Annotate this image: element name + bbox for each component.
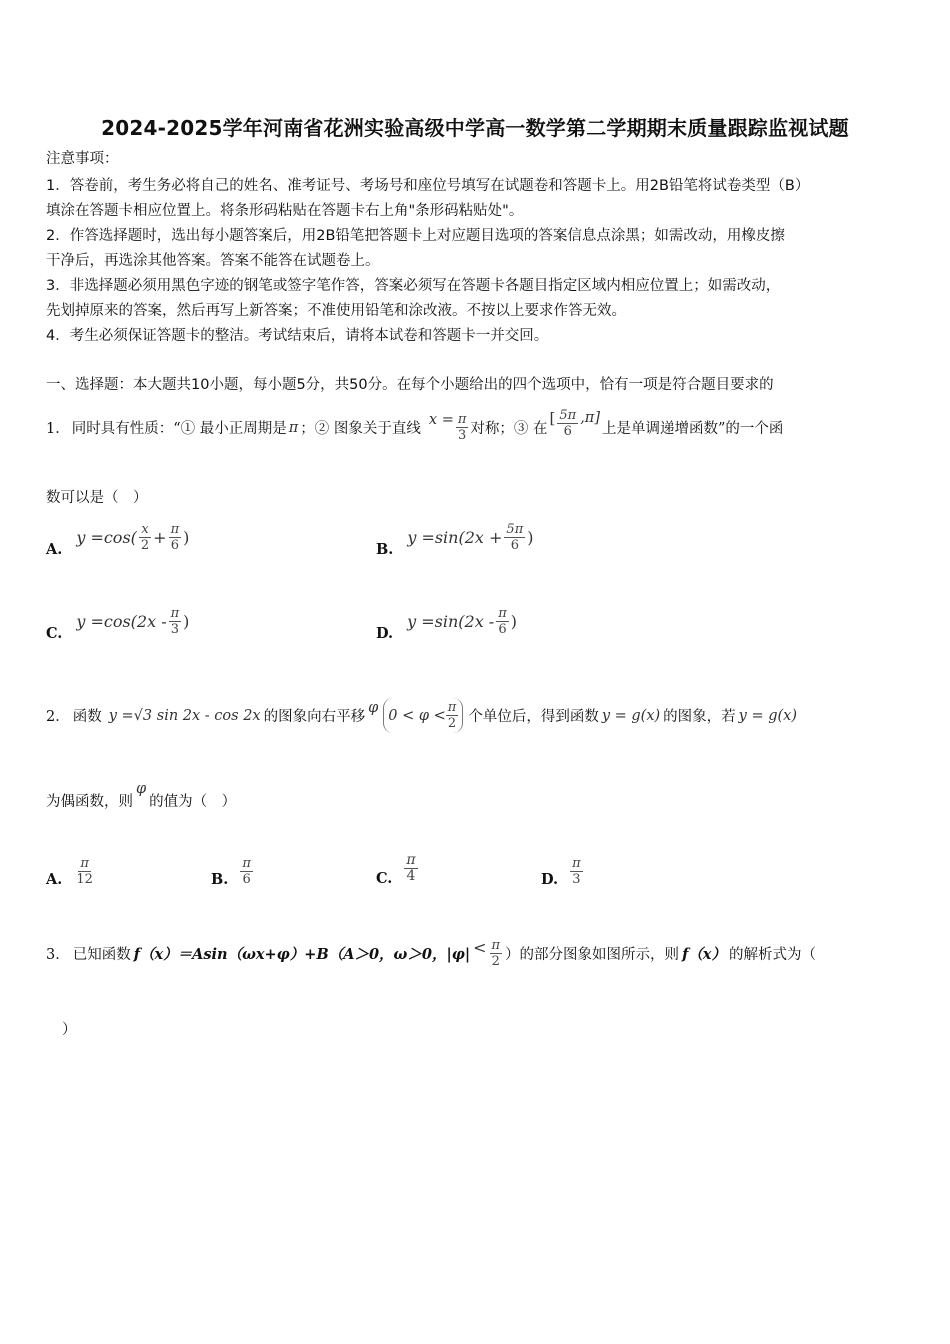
q1-number: 1． xyxy=(46,421,70,437)
option-expr: y =sin(2x - xyxy=(407,612,495,631)
option-frac: $\frac{\pi}{6}$ xyxy=(242,856,251,887)
notice-line-7: 4．考生必须保证答题卡的整洁。考试结束后，请将本试卷和答题卡一并交回。 xyxy=(46,328,549,344)
q3-text-2: ）的部分图象如图所示，则 xyxy=(505,947,680,963)
q1-option-c[interactable] xyxy=(46,606,190,642)
notice-line-3: 2．作答选择题时，选出每小题答案后，用2B铅笔把答题卡上对应题目选项的答案信息点涂黑；如需改动，用橡皮擦 xyxy=(46,228,785,244)
q1-interval-open: [ xyxy=(549,408,556,427)
q3-lt: < xyxy=(473,938,487,957)
q2-option-c[interactable] xyxy=(376,852,418,887)
option-frac: $\frac{5\pi}{6}$ xyxy=(506,522,524,553)
q1-interval-tail: ,π] xyxy=(580,409,600,426)
q2-function: y =√3 sin 2x - cos 2x xyxy=(108,707,261,724)
section-heading: 一、选择题：本大题共10小题，每小题5分，共50分。在每个小题给出的四个选项中，恰有一项是符合题目要求的 xyxy=(46,377,774,393)
q1-pi: π xyxy=(288,419,299,436)
option-expr: y =cos( xyxy=(76,528,137,547)
q2-number: 2． xyxy=(46,709,70,725)
notice-line-6: 先划掉原来的答案，然后再写上新答案；不准使用铅笔和涂改液。不按以上要求作答无效。 xyxy=(46,303,626,319)
q2-text-6: 的值为（ ） xyxy=(149,794,237,810)
q1-frac-5pi-6: $\frac{5\pi}{6}$ xyxy=(559,408,577,439)
q2-condition-frac: $\frac{\pi}{2}$ xyxy=(447,700,457,731)
option-label: D. xyxy=(541,871,559,888)
option-expr: y =sin(2x + xyxy=(407,528,503,547)
notice-line-1: 1．答卷前，考生务必将自己的姓名、准考证号、考场号和座位号填写在试题卷和答题卡上。用2B铅笔将试卷类型（B） xyxy=(46,178,810,194)
option-frac: $\frac{\pi}{12}$ xyxy=(76,856,93,887)
q1-option-b[interactable] xyxy=(376,522,534,558)
question-2-cont xyxy=(46,780,237,811)
q2-phi: φ xyxy=(368,699,379,716)
q1-x-eq: x = xyxy=(428,411,454,428)
q3-text-4: ） xyxy=(62,1022,77,1038)
q1-text-3: 对称；③ 在 xyxy=(470,421,548,437)
q2-g-2: y = g(x) xyxy=(738,707,798,724)
option-frac: $\frac{\pi}{3}$ xyxy=(572,856,581,887)
q1-text-1: 同时具有性质：“① 最小正周期是 xyxy=(71,421,287,437)
option-label: A. xyxy=(46,541,63,558)
notice-line-2: 填涂在答题卡相应位置上。将条形码粘贴在答题卡右上角"条形码粘贴处"。 xyxy=(46,203,524,219)
notice-line-5: 3．非选择题必须用黑色字迹的钢笔或签字笔作答，答案必须写在答题卡各题目指定区域内相应位置上；如需改动， xyxy=(46,278,781,294)
q1-frac-pi-3: $\frac{\pi}{3}$ xyxy=(457,412,467,443)
q2-option-a[interactable] xyxy=(46,856,95,887)
notice-line-4: 干净后，再选涂其他答案。答案不能答在试题卷上。 xyxy=(46,253,380,269)
option-paren: ) xyxy=(510,612,518,631)
q3-text-1: 已知函数 xyxy=(72,947,131,963)
option-frac: $\frac{\pi}{4}$ xyxy=(406,852,416,884)
notice-heading: 注意事项： xyxy=(46,151,119,167)
q3-function: f（x）＝Asin（ωx+φ）+B（A＞0，ω＞0，|φ| xyxy=(133,946,471,963)
q2-option-d[interactable] xyxy=(541,856,583,887)
q2-g-1: y = g(x) xyxy=(601,707,661,724)
q2-text-3: 个单位后，得到函数 xyxy=(468,709,599,725)
q2-text-1: 函数 xyxy=(72,709,102,725)
q3-frac-pi-2: $\frac{\pi}{2}$ xyxy=(491,938,501,969)
q1-text-5: 数可以是（ ） xyxy=(46,490,148,506)
q2-condition xyxy=(383,698,463,733)
question-3 xyxy=(46,938,816,969)
option-frac: $\frac{\pi}{3}$ xyxy=(170,606,180,637)
option-plus: + xyxy=(153,528,167,547)
question-2 xyxy=(46,698,797,733)
question-1 xyxy=(46,408,784,443)
q1-text-4: 上是单调递增函数”的一个函 xyxy=(601,421,784,437)
q2-text-2: 的图象向右平移 xyxy=(263,709,366,725)
option-label: D. xyxy=(376,625,394,642)
q2-phi-2: φ xyxy=(136,780,147,797)
q3-number: 3． xyxy=(46,947,70,963)
q1-option-d[interactable] xyxy=(376,606,518,642)
option-label: C. xyxy=(46,625,63,642)
q2-text-4: 的图象，若 xyxy=(663,709,736,725)
q1-text-2: ；② 图象关于直线 xyxy=(300,421,421,437)
q2-condition-expr: 0 < φ < xyxy=(388,707,446,724)
option-label: B. xyxy=(211,871,229,888)
q3-text-3: 的解析式为（ xyxy=(728,947,816,963)
option-paren: ) xyxy=(527,528,534,547)
option-paren: ) xyxy=(183,612,190,631)
option-label: A. xyxy=(46,871,63,888)
option-label: B. xyxy=(376,541,394,558)
q3-fx: f（x） xyxy=(682,946,726,963)
q1-option-a[interactable] xyxy=(46,522,190,558)
q2-option-b[interactable] xyxy=(211,856,253,887)
option-expr: y =cos(2x - xyxy=(76,612,167,631)
option-label: C. xyxy=(376,870,393,887)
option-frac: $\frac{\pi}{6}$ xyxy=(498,606,507,637)
q2-text-5: 为偶函数，则 xyxy=(46,794,133,810)
option-frac: $\frac{\pi}{6}$ xyxy=(170,522,180,553)
option-frac: $\frac{x}{2}$ xyxy=(140,522,150,553)
option-paren: ) xyxy=(183,528,190,547)
page-title: 2024-2025学年河南省花洲实验高级中学高一数学第二学期期末质量跟踪监视试题 xyxy=(101,116,849,140)
